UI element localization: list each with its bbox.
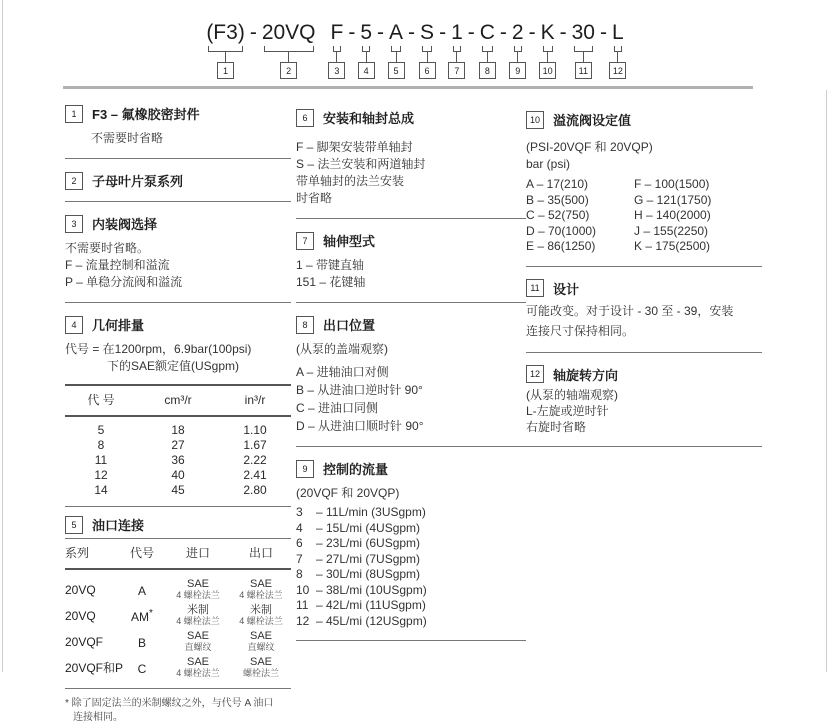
code-segment-5 <box>386 20 406 79</box>
section-divider <box>65 302 291 303</box>
code-segment-11 <box>569 20 598 79</box>
code-cell: B <box>137 635 146 650</box>
section-valve <box>65 214 291 291</box>
column-header: 代 号 <box>87 393 115 407</box>
stem-line <box>517 52 518 62</box>
inlet-cell: SAE 4 螺栓法兰 <box>176 578 220 600</box>
code-segment-8 <box>477 20 498 79</box>
section-outlet <box>296 315 526 435</box>
flow-option: 6 – 23L/mi (6USgpm) <box>296 536 421 550</box>
code-number-box: 8 <box>479 62 496 79</box>
table-body <box>65 417 291 507</box>
code-text: F <box>330 21 344 44</box>
column-header: 系列 <box>65 546 90 560</box>
code-separator: - <box>348 21 356 44</box>
code-text: S <box>420 21 435 44</box>
section-number-box: 8 <box>296 316 314 334</box>
code-cell: AM* <box>131 607 153 624</box>
section-flow <box>296 459 526 629</box>
column-header: cm³/r <box>164 393 192 407</box>
section-title: 控制的流量 <box>323 462 389 477</box>
outlet-cell: SAE 螺栓法兰 <box>242 656 279 678</box>
series-cell: 20VQF <box>65 634 104 649</box>
section-title: 轴旋转方向 <box>553 367 619 383</box>
relief-option: E – 86(1250) <box>526 239 596 253</box>
header-rule <box>63 86 753 89</box>
code-number-box: 9 <box>509 62 526 79</box>
code-separator: - <box>249 21 257 44</box>
section-title: 出口位置 <box>323 318 376 333</box>
code-segment-2 <box>259 20 319 79</box>
relief-option: D – 70(1000) <box>526 223 597 238</box>
section-number-box: 4 <box>65 316 83 334</box>
section-number-box: 2 <box>65 172 83 190</box>
flow-option: 11 – 42L/mi (11USgpm) <box>296 598 426 612</box>
code-separator: - <box>467 21 475 44</box>
code-text: 20VQ <box>261 21 316 44</box>
relief-option: A – 17(210) <box>526 177 589 191</box>
code-separator: - <box>408 21 416 44</box>
section-number-box: 5 <box>65 516 83 534</box>
code-separator: - <box>499 21 507 44</box>
code-segment-1 <box>203 20 248 79</box>
inlet-cell: SAE 直螺纹 <box>184 630 212 652</box>
flow-option: 7 – 27L/mi (7USgpm) <box>296 551 421 566</box>
text-line: 可能改变。对于设计 - 30 至 - 39，安装 <box>526 303 734 318</box>
section-divider <box>65 158 291 159</box>
section-number-box: 7 <box>296 232 314 250</box>
code-separator: - <box>377 21 385 44</box>
column-middle <box>296 108 526 653</box>
text-line: L-左旋或逆时针 <box>526 403 609 418</box>
code-separator: - <box>599 21 607 44</box>
text-line: (从泵的轴端观察) <box>526 387 618 402</box>
cell: 14 <box>94 483 108 497</box>
section-divider <box>65 201 291 202</box>
option-line: 不需要时省略。 <box>65 241 150 255</box>
cell: 2.22 <box>243 453 267 467</box>
section-heading <box>296 315 526 334</box>
option-line: 1 – 带键直轴 <box>296 258 365 272</box>
section-title: F3 – 氟橡胶密封件 <box>92 107 200 122</box>
stem-line <box>547 52 548 62</box>
table-row <box>65 423 291 438</box>
table-row <box>65 438 291 453</box>
relief-option: J – 155(2250) <box>634 223 709 238</box>
code-text: 5 <box>360 21 373 44</box>
relief-option: F – 100(1500) <box>634 177 710 191</box>
code-text: 2 <box>511 21 524 44</box>
section-displacement <box>65 315 291 507</box>
column-header: 进口 <box>185 546 210 560</box>
section-number-box: 12 <box>526 365 544 383</box>
table-header-row <box>65 384 291 417</box>
option-line: C – 进油口同侧 <box>296 401 379 415</box>
relief-option: K – 175(2500) <box>634 239 711 253</box>
series-cell: 20VQF和P <box>65 661 124 675</box>
flow-option: 4 – 15L/mi (4USgpm) <box>296 520 421 535</box>
section-title: 溢流阀设定值 <box>553 113 632 128</box>
section-shaft <box>296 231 526 291</box>
section-heading <box>65 214 291 233</box>
code-separator: - <box>559 21 567 44</box>
code-text: 30 <box>571 21 595 44</box>
section-heading <box>296 459 526 478</box>
option-line: B – 从进油口逆时针 90° <box>296 383 423 397</box>
section-note: 不需要时省略 <box>91 131 164 145</box>
section-divider <box>526 352 762 353</box>
table-row <box>65 656 291 679</box>
section-title: 安装和轴封总成 <box>323 111 415 126</box>
table-row <box>65 630 291 653</box>
page-left-border <box>2 0 3 672</box>
option-line: F – 流量控制和溢流 <box>65 258 170 272</box>
section-heading <box>65 515 291 534</box>
section-title: 轴伸型式 <box>323 234 376 249</box>
stem-line <box>427 52 428 62</box>
section-divider <box>526 266 762 267</box>
table-row <box>65 453 291 468</box>
cell: 11 <box>94 453 108 467</box>
code-cell: A <box>137 583 146 598</box>
inlet-cell: SAE 4 螺栓法兰 <box>176 656 220 678</box>
section-heading <box>296 108 526 127</box>
section-title: 设计 <box>553 281 580 297</box>
stem-line <box>336 52 337 62</box>
cell: 5 <box>97 423 105 437</box>
code-segment-3 <box>328 20 347 79</box>
description-line: 代号 = 在1200rpm，6.9bar(100psi) <box>65 342 252 356</box>
section-heading <box>526 110 762 129</box>
code-segment-4 <box>357 20 375 79</box>
code-segment-9 <box>509 20 527 79</box>
relief-column-1 <box>526 177 634 255</box>
section-design <box>526 279 762 341</box>
code-number-box: 12 <box>609 62 626 79</box>
port-table-header <box>65 538 291 570</box>
code-number-box: 3 <box>328 62 345 79</box>
code-separator: - <box>528 21 536 44</box>
option-line: 时省略 <box>296 191 333 205</box>
cell: 1.10 <box>243 423 267 437</box>
relief-column-2 <box>634 177 711 255</box>
description-line: 下的SAE额定值(USgpm) <box>107 359 240 373</box>
code-cell: C <box>137 661 147 676</box>
section-divider <box>296 302 526 303</box>
relief-option: G – 121(1750) <box>634 192 712 207</box>
section-note: (从泵的盖端观察) <box>296 342 388 356</box>
code-text: L <box>611 21 624 44</box>
code-text: (F3) <box>206 21 245 44</box>
section-number-box: 6 <box>296 109 314 127</box>
section-number-box: 9 <box>296 460 314 478</box>
code-number-box: 7 <box>448 62 465 79</box>
section-heading <box>65 315 291 334</box>
inlet-cell: 米制 4 螺栓法兰 <box>176 604 220 626</box>
cell: 36 <box>171 453 185 467</box>
section-relief <box>526 110 762 255</box>
stem-line <box>288 52 289 62</box>
section-number-box: 3 <box>65 215 83 233</box>
code-number-box: 10 <box>539 62 556 79</box>
section-title: 油口连接 <box>92 518 145 533</box>
section-heading <box>526 279 762 298</box>
code-segment-10 <box>538 20 558 79</box>
code-segment-12 <box>609 20 627 79</box>
flow-option: 10 – 38L/mi (10USgpm) <box>296 582 427 597</box>
table-row <box>65 483 291 498</box>
code-text: 1 <box>451 21 463 44</box>
section-heading <box>65 171 291 190</box>
option-line: 带单轴封的法兰安装 <box>296 174 405 188</box>
section-divider <box>296 446 526 447</box>
section-note: bar (psi) <box>526 157 571 171</box>
section-title: 内装阀选择 <box>92 217 158 232</box>
column-header: in³/r <box>244 393 266 407</box>
cell: 18 <box>171 423 185 437</box>
table-footnote: * 除了固定法兰的米制螺纹之外，与代号 A 油口 连接相同。 <box>65 698 274 723</box>
stem-line <box>583 52 584 62</box>
section-heading <box>296 231 526 250</box>
code-text: K <box>540 21 555 44</box>
column-right <box>526 110 762 459</box>
cell: 1.67 <box>243 438 267 452</box>
code-number-box: 6 <box>419 62 436 79</box>
code-segment-7 <box>448 20 466 79</box>
section-divider <box>296 640 526 641</box>
text-line: 右旋时省略 <box>526 419 587 434</box>
cell: 8 <box>97 438 105 452</box>
section-series <box>65 171 291 190</box>
stem-line <box>396 52 397 62</box>
section-number-box: 1 <box>65 105 83 123</box>
section-seal <box>65 104 291 147</box>
code-text: A <box>389 21 404 44</box>
table-row <box>65 604 291 627</box>
flow-option: 3 – 11L/min (3USgpm) <box>296 505 426 519</box>
cell: 45 <box>171 483 185 497</box>
page-right-border <box>826 90 827 672</box>
option-line: P – 单稳分流阀和溢流 <box>65 275 183 289</box>
table-row <box>65 578 291 601</box>
flow-option: 12 – 45L/mi (12USgpm) <box>296 613 427 628</box>
model-code <box>0 20 830 79</box>
section-number-box: 11 <box>526 279 544 297</box>
relief-option: H – 140(2000) <box>634 208 711 222</box>
displacement-table <box>65 384 291 507</box>
code-number-box: 11 <box>575 62 592 79</box>
code-text: C <box>479 21 495 44</box>
text-line: 连接尺寸保持相同。 <box>526 323 635 338</box>
section-title: 几何排量 <box>92 318 145 333</box>
section-divider <box>526 446 762 447</box>
column-header: 出口 <box>248 546 273 560</box>
series-cell: 20VQ <box>65 608 96 623</box>
code-number-box: 5 <box>388 62 405 79</box>
column-left <box>65 104 291 725</box>
cell: 2.80 <box>243 483 267 497</box>
option-line: A – 进轴油口对侧 <box>296 365 389 379</box>
table-row <box>65 468 291 483</box>
section-mounting <box>296 108 526 207</box>
code-number-box: 2 <box>280 62 297 79</box>
stem-line <box>456 52 457 62</box>
relief-option: B – 35(500) <box>526 192 589 207</box>
code-number-box: 1 <box>217 62 234 79</box>
code-segment-6 <box>417 20 437 79</box>
stem-line <box>617 52 618 62</box>
section-heading <box>526 365 762 384</box>
code-separator: - <box>439 21 447 44</box>
column-header: 代号 <box>129 546 154 560</box>
section-number-box: 10 <box>526 111 544 129</box>
cell: 2.41 <box>243 468 267 482</box>
cell: 27 <box>171 438 185 452</box>
outlet-cell: SAE 直螺纹 <box>247 630 275 652</box>
section-note: (PSI-20VQF 和 20VQP) <box>526 140 653 154</box>
stem-line <box>225 52 226 62</box>
stem-line <box>487 52 488 62</box>
section-rotation <box>526 365 762 435</box>
series-cell: 20VQ <box>65 582 96 597</box>
section-ports <box>65 515 291 725</box>
option-line: F – 脚架安装带单轴封 <box>296 140 413 154</box>
section-divider <box>296 218 526 219</box>
section-heading <box>65 104 291 123</box>
outlet-cell: SAE 4 螺栓法兰 <box>239 578 283 600</box>
cell: 40 <box>171 468 185 482</box>
section-note: (20VQF 和 20VQP) <box>296 486 400 500</box>
outlet-cell: 米制 4 螺栓法兰 <box>239 604 283 626</box>
relief-option: C – 52(750) <box>526 208 590 222</box>
stem-line <box>366 52 367 62</box>
flow-option: 8 – 30L/mi (8USgpm) <box>296 567 421 581</box>
option-line: S – 法兰安装和两道轴封 <box>296 157 426 171</box>
port-table-body <box>65 570 291 689</box>
relief-settings-list <box>526 177 762 255</box>
option-line: 151 – 花键轴 <box>296 275 366 289</box>
cell: 12 <box>94 468 108 482</box>
section-title: 子母叶片泵系列 <box>92 174 184 189</box>
option-line: D – 从进油口顺时针 90° <box>296 419 424 433</box>
code-number-box: 4 <box>358 62 375 79</box>
